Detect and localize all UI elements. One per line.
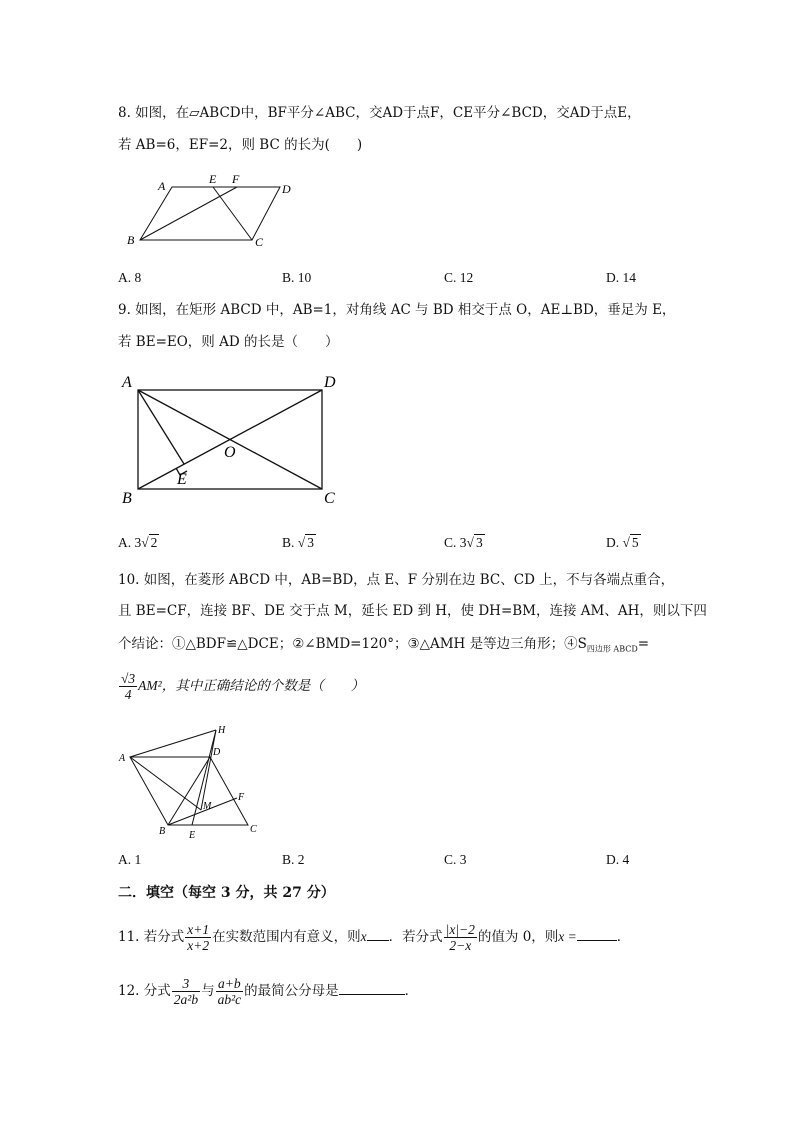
q9-label-A: A	[122, 374, 132, 391]
q10-option-c: C. 3	[444, 852, 467, 867]
q9-option-d: D. √ 5	[606, 535, 639, 550]
q9-option-a: A. 3√ 2	[118, 535, 158, 550]
q8-line2: 若 AB=6，EF=2，则 BC 的长为( )	[118, 137, 363, 153]
q8-option-d: D. 14	[606, 270, 636, 285]
q10-label-M: M	[203, 801, 212, 812]
q9-label-C: C	[324, 490, 335, 507]
q9-label-D: D	[324, 374, 336, 391]
q11-blank-1	[367, 940, 389, 941]
q10-option-d: D. 4	[606, 852, 630, 867]
q9-line1: 9. 如图，在矩形 ABCD 中，AB=1，对角线 AC 与 BD 相交于点 O，AE⊥BD，垂足为 E，	[118, 302, 676, 318]
section-heading: 二．填空（每空 3 分，共 27 分）	[118, 885, 335, 901]
q10-option-b: B. 2	[282, 852, 305, 867]
q8-label-F: F	[232, 172, 240, 186]
q8-label-E: E	[209, 172, 217, 186]
q8-label-B: B	[127, 233, 135, 247]
q9-line2: 若 BE=EO，则 AD 的长是（ ）	[118, 334, 339, 350]
q10-label-F: F	[238, 792, 245, 803]
q10-line2: 且 BE=CF，连接 BF、DE 交于点 M，延长 ED 到 H，使 DH=BM，连接 AM、AH，则以下四	[118, 603, 707, 619]
q8-line1: 8. 如图，在▱ABCD中，BF平分∠ABC，交AD于点F，CE平分∠BCD，交AD于点E，	[118, 105, 641, 121]
q10-line3: 个结论：①△BDF≌△DCE；②∠BMD=120°；③△AMH 是等边三角形；$④S_{四边形 ABCD}=$	[118, 636, 650, 654]
q12-line: 12. 分式 $\frac{3}{\text{2a²b}}$ 与 $\frac{a+b}{\text{ab²c}}$ 的最简公分母是 ．	[118, 976, 419, 1007]
q8-label-C: C	[255, 235, 264, 249]
q8-option-a: A. 8	[118, 270, 142, 285]
q8-option-c: C. 12	[444, 270, 474, 285]
q9-label-O: O	[224, 444, 236, 461]
q8-option-b: B. 10	[282, 270, 312, 285]
q11-blank-2	[577, 940, 617, 941]
q10-option-a: A. 1	[118, 852, 142, 867]
q10-line1: 10. 如图，在菱形 ABCD 中，AB=BD，点 E、F 分别在边 BC、CD 上，不与各端点重合，	[118, 572, 675, 588]
q10-line4: $\frac{√3}{4}$ AM²，其中正确结论的个数是（ ）	[121, 671, 365, 702]
q9-option-b: B. √ 3	[282, 535, 314, 550]
q8-label-A: A	[158, 179, 166, 193]
q10-label-E: E	[189, 830, 196, 841]
q11-line: 11. 若分式 $\frac{x+1}{x+2}$ 在实数范围内有意义，则x ．若分式 $\frac{|x|-2}{2-x}$ 的值为 0，则x = ．	[118, 922, 631, 953]
q10-label-B: B	[159, 826, 166, 837]
q12-blank	[339, 994, 405, 995]
q9-label-B: B	[122, 490, 132, 507]
q9-label-E: E	[177, 471, 187, 488]
q10-label-A: A	[119, 753, 126, 764]
q10-label-C: C	[250, 824, 257, 835]
q10-label-H: H	[218, 725, 226, 736]
q9-option-c: C. 3√ 3	[444, 535, 483, 550]
q8-label-D: D	[282, 182, 291, 196]
q10-label-D: D	[213, 747, 221, 758]
